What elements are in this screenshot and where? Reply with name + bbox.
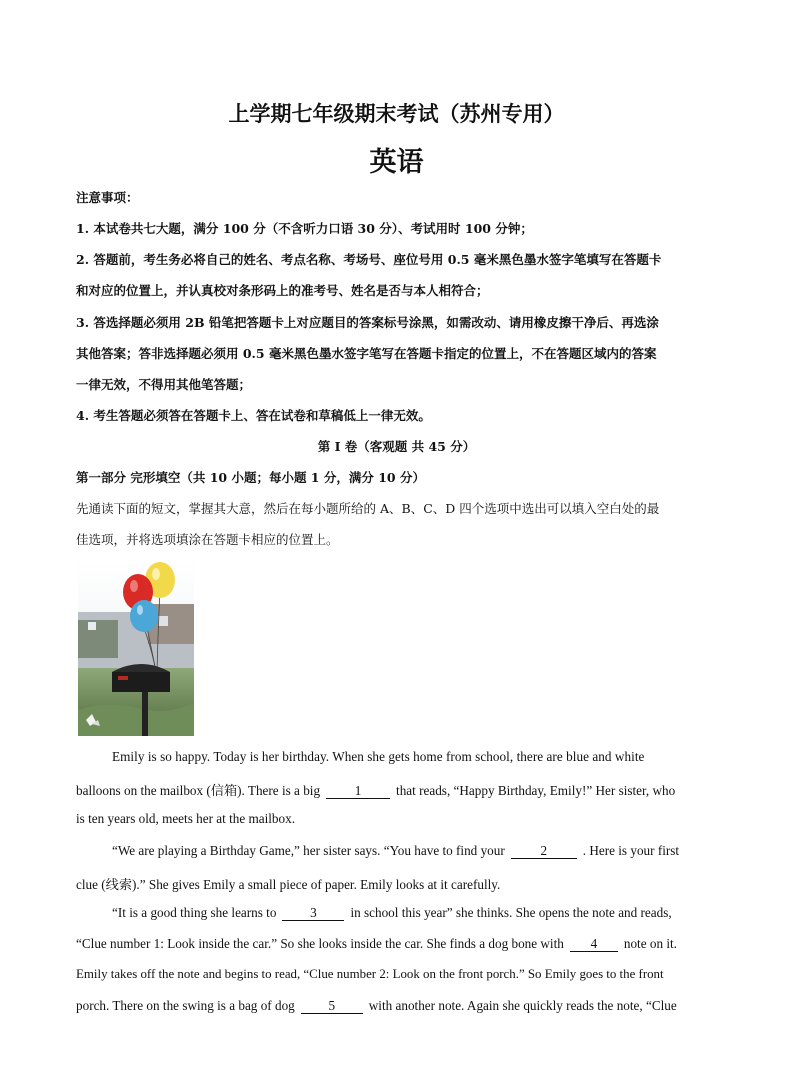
passage-line-4 [112, 843, 718, 859]
blank-5: 5 [301, 999, 363, 1014]
passage-text: “It is a good thing she learns to [112, 905, 277, 920]
note-3-line-1: 3. 答选择题必须用 2B 铅笔把答题卡上对应题目的答案标号涂黑，如需改动、请用橡皮擦干净后、再选涂 [76, 315, 659, 330]
passage-text: in school this year” she thinks. She opens the note and reads, [350, 905, 672, 920]
note-2-line-2: 和对应的位置上，并认真校对条形码上的准考号、姓名是否与本人相符合； [76, 283, 489, 298]
note-3-line-3: 一律无效，不得用其他笔答题； [76, 377, 252, 392]
passage-text: that reads, “Happy Birthday, Emily!” Her sister, who [396, 783, 676, 798]
passage-text: note on it. [623, 936, 677, 951]
subject-title: 英语 [369, 147, 424, 178]
passage-text: with another note. Again she quickly reads the note, “Clue [368, 998, 677, 1013]
blank-1: 1 [326, 784, 390, 799]
balloons-mailbox-illustration [78, 560, 194, 736]
blank-2: 2 [511, 844, 577, 859]
blank-3: 3 [282, 906, 344, 921]
passage-line-7 [76, 936, 718, 952]
passage-line-1: Emily is so happy. Today is her birthday. When she gets home from school, there are blue and white [112, 749, 645, 764]
passage-line-3: is ten years old, meets her at the mailbox. [76, 811, 295, 826]
passage-line-5: clue (线索).” She gives Emily a small piece of paper. Emily looks at it carefully. [76, 877, 501, 892]
passage-text: “Clue number 1: Look inside the car.” So she looks inside the car. She finds a dog bone with [76, 936, 564, 951]
notes-heading: 注意事项： [76, 190, 139, 205]
passage-text: porch. There on the swing is a bag of dog [76, 998, 295, 1013]
note-1: 1. 本试卷共七大题，满分 100 分（不含听力口语 30 分）、考试用时 100 分钟； [76, 221, 533, 236]
blank-4: 4 [570, 937, 618, 952]
instructions-line-1: 先通读下面的短文，掌握其大意，然后在每小题所给的 A、B、C、D 四个选项中选出可以填入空白处的最 [76, 501, 660, 516]
exam-title: 上学期七年级期末考试（苏州专用） [228, 102, 565, 126]
passage-line-9 [76, 998, 718, 1014]
note-3-line-2: 其他答案；答非选择题必须用 0.5 毫米黑色墨水签字笔写在答题卡指定的位置上，不在答题区域内的答案 [76, 346, 657, 361]
passage-line-2 [76, 780, 718, 799]
passage-text: . Here is your first [582, 843, 680, 858]
passage-line-8: Emily takes off the note and begins to read, “Clue number 2: Look on the front porch.” So Emily goes to the front [76, 967, 664, 981]
passage-text: balloons on the mailbox (信箱). There is a big [76, 783, 321, 798]
note-4: 4. 考生答题必须答在答题卡上、答在试卷和草稿低上一律无效。 [76, 408, 431, 423]
volume-heading: 第 I 卷（客观题 共 45 分） [317, 439, 476, 454]
passage-text: “We are playing a Birthday Game,” her sister says. “You have to find your [112, 843, 505, 858]
part1-heading: 第一部分 完形填空（共 10 小题；每小题 1 分，满分 10 分） [76, 470, 425, 485]
note-2-line-1: 2. 答题前，考生务必将自己的姓名、考点名称、考场号、座位号用 0.5 毫米黑色墨水签字笔填写在答题卡 [76, 252, 662, 267]
passage-line-6 [112, 905, 718, 921]
instructions-line-2: 佳选项，并将选项填涂在答题卡相应的位置上。 [76, 532, 339, 547]
